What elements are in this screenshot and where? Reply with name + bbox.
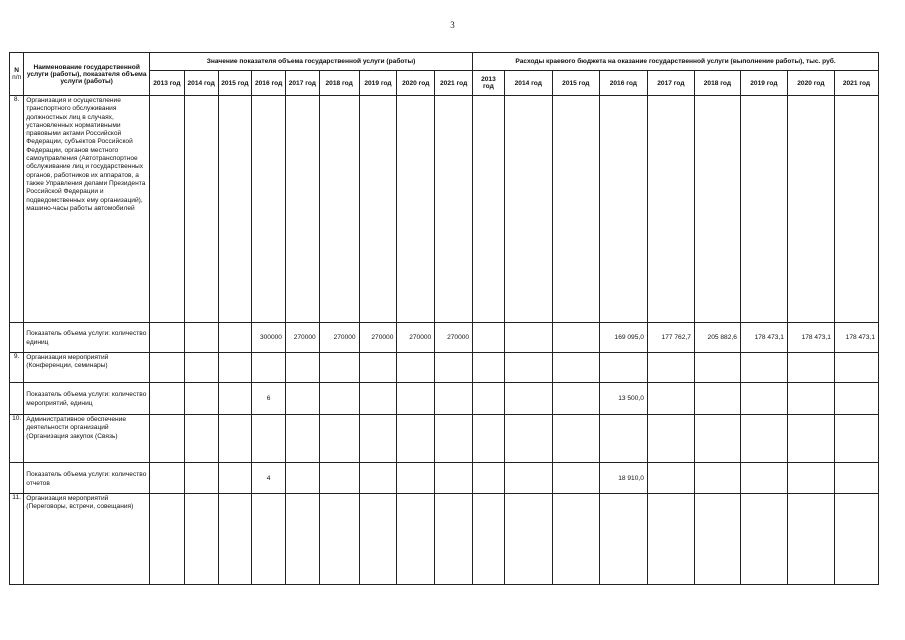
volume-cell — [285, 383, 319, 415]
volume-cell — [184, 415, 218, 463]
expense-year-header: 2018 год — [694, 71, 740, 96]
volume-cell — [285, 96, 319, 323]
expense-cell: 13 500,0 — [599, 383, 647, 415]
expense-cell — [694, 463, 740, 494]
table-header — [10, 53, 879, 96]
expense-cell — [740, 415, 787, 463]
row-number — [10, 383, 24, 415]
volume-cell — [150, 96, 185, 323]
expense-cell — [647, 463, 694, 494]
volume-cell — [285, 353, 319, 383]
expense-cell — [552, 323, 599, 353]
expense-cell: 205 882,6 — [694, 323, 740, 353]
volume-cell — [184, 463, 218, 494]
volume-cell — [397, 415, 435, 463]
volume-cell — [435, 463, 473, 494]
volume-cell: 270000 — [359, 323, 397, 353]
expense-cell — [694, 383, 740, 415]
expense-cell — [504, 323, 552, 353]
volume-cell — [397, 353, 435, 383]
expense-cell — [473, 494, 505, 585]
expense-year-header: 2014 год — [504, 71, 552, 96]
expense-cell — [504, 494, 552, 585]
expense-year-header: 2019 год — [740, 71, 787, 96]
volume-cell — [285, 494, 319, 585]
budget-table — [9, 52, 879, 585]
expense-cell — [694, 96, 740, 323]
volume-cell — [184, 494, 218, 585]
expense-cell — [504, 353, 552, 383]
expense-year-header: 2017 год — [647, 71, 694, 96]
n-header — [10, 53, 24, 96]
volume-year-header: 2018 год — [319, 71, 359, 96]
volume-cell — [435, 383, 473, 415]
expense-cell — [694, 494, 740, 585]
volume-cell — [184, 353, 218, 383]
expense-cell — [647, 415, 694, 463]
volume-cell — [218, 323, 252, 353]
volume-year-header: 2016 год — [252, 71, 286, 96]
volume-cell — [150, 323, 185, 353]
expense-cell — [647, 494, 694, 585]
expense-cell — [473, 323, 505, 353]
volume-cell — [184, 323, 218, 353]
volume-cell — [218, 415, 252, 463]
row-number — [10, 463, 24, 494]
expense-cell — [473, 383, 505, 415]
service-name: Организация мероприятий (Конференции, семинары) — [24, 353, 150, 383]
expense-cell — [787, 415, 834, 463]
expense-cell — [473, 463, 505, 494]
volume-cell — [319, 415, 359, 463]
service-name: Административное обеспечение деятельности организаций (Организация закупок (Связь) — [24, 415, 150, 463]
volume-year-header: 2015 год — [218, 71, 252, 96]
expense-cell: 178 473,1 — [787, 323, 834, 353]
expense-cell: 169 095,0 — [599, 323, 647, 353]
table-row — [10, 353, 879, 383]
row-number: 10. — [10, 415, 24, 463]
volume-year-header: 2017 год — [285, 71, 319, 96]
expense-cell — [473, 353, 505, 383]
expense-year-header: 2013 год — [473, 71, 505, 96]
volume-cell — [150, 353, 185, 383]
expense-year-header: 2021 год — [834, 71, 878, 96]
expense-cell — [647, 353, 694, 383]
volume-cell — [397, 494, 435, 585]
expense-cell — [834, 463, 878, 494]
volume-cell — [397, 463, 435, 494]
row-number: 8. — [10, 96, 24, 323]
volume-year-header: 2019 год — [359, 71, 397, 96]
volume-cell — [435, 415, 473, 463]
expense-cell — [473, 96, 505, 323]
volume-cell — [319, 96, 359, 323]
table-row — [10, 323, 879, 353]
row-number — [10, 323, 24, 353]
expense-cell — [552, 96, 599, 323]
volume-cell — [319, 463, 359, 494]
volume-cell: 270000 — [319, 323, 359, 353]
volume-cell: 300000 — [252, 323, 286, 353]
volume-cell — [319, 353, 359, 383]
expense-cell — [787, 494, 834, 585]
expense-cell — [787, 383, 834, 415]
expense-cell — [504, 383, 552, 415]
expense-cell — [694, 353, 740, 383]
volume-cell — [359, 353, 397, 383]
expense-cell — [740, 463, 787, 494]
service-name: Организация и осуществление транспортного обслуживания должностных лиц в случаях, установленных нормативными правовыми актами Российской Федерации, субъектов Российской Федерации, органов местного самоуправления (Автотранспортное обслуживание лиц и государственных органов, работников их аппаратов, а также Управления делами Президента Российской Федерации и подведомственных ему организаций), машино-часы работы автомобилей — [24, 96, 150, 323]
expense-cell — [834, 353, 878, 383]
volume-cell — [319, 494, 359, 585]
expense-cell — [787, 96, 834, 323]
expense-cell — [647, 383, 694, 415]
indicator-name: Показатель объема услуги: количество отчетов — [24, 463, 150, 494]
table-row — [10, 463, 879, 494]
expense-group-header: Расходы краевого бюджета на оказание государственной услуги (выполнение работы), тыс. руб. — [473, 53, 879, 71]
volume-cell: 4 — [252, 463, 286, 494]
expense-cell — [599, 353, 647, 383]
volume-cell — [435, 96, 473, 323]
expense-cell — [834, 383, 878, 415]
expense-cell — [599, 96, 647, 323]
expense-cell — [740, 96, 787, 323]
expense-cell — [740, 494, 787, 585]
expense-cell — [552, 353, 599, 383]
n-sub-label: п/п — [12, 74, 22, 81]
volume-cell — [285, 415, 319, 463]
expense-cell — [834, 415, 878, 463]
volume-cell — [150, 463, 185, 494]
name-header: Наименование государственной услуги (работы), показателя объема услуги (работы) — [24, 53, 150, 96]
expense-cell — [599, 415, 647, 463]
volume-year-header: 2013 год — [150, 71, 185, 96]
indicator-name: Показатель объема услуги: количество мероприятий, единиц — [24, 383, 150, 415]
volume-cell — [218, 353, 252, 383]
volume-cell: 270000 — [435, 323, 473, 353]
expense-cell: 178 473,1 — [834, 323, 878, 353]
expense-cell — [647, 96, 694, 323]
volume-cell — [435, 494, 473, 585]
indicator-name: Показатель объема услуги: количество единиц — [24, 323, 150, 353]
volume-year-header: 2021 год — [435, 71, 473, 96]
page-number: 3 — [450, 20, 455, 30]
expense-cell — [504, 96, 552, 323]
expense-cell — [552, 415, 599, 463]
table-row — [10, 415, 879, 463]
expense-cell — [834, 96, 878, 323]
volume-cell — [359, 463, 397, 494]
table-row — [10, 96, 879, 323]
volume-cell — [218, 494, 252, 585]
table-body — [10, 96, 879, 585]
volume-cell — [359, 96, 397, 323]
volume-cell — [397, 96, 435, 323]
volume-cell — [184, 96, 218, 323]
volume-cell — [252, 494, 286, 585]
volume-cell: 270000 — [285, 323, 319, 353]
service-name: Организация мероприятий (Переговоры, встречи, совещания) — [24, 494, 150, 585]
expense-cell — [694, 415, 740, 463]
volume-group-header: Значение показателя объема государственной услуги (работы) — [150, 53, 473, 71]
volume-cell — [359, 383, 397, 415]
expense-cell — [599, 494, 647, 585]
volume-cell — [359, 494, 397, 585]
n-label: N — [14, 67, 20, 74]
expense-cell — [504, 463, 552, 494]
volume-cell — [218, 383, 252, 415]
expense-cell — [504, 415, 552, 463]
volume-cell — [252, 353, 286, 383]
expense-cell — [787, 353, 834, 383]
expense-year-header: 2015 год — [552, 71, 599, 96]
volume-cell — [285, 463, 319, 494]
volume-cell — [184, 383, 218, 415]
table-row — [10, 494, 879, 585]
volume-cell — [150, 383, 185, 415]
expense-cell — [552, 463, 599, 494]
volume-cell — [435, 353, 473, 383]
volume-cell: 270000 — [397, 323, 435, 353]
expense-cell: 177 762,7 — [647, 323, 694, 353]
expense-cell — [787, 463, 834, 494]
expense-cell — [552, 383, 599, 415]
expense-cell — [740, 383, 787, 415]
expense-cell — [552, 494, 599, 585]
expense-year-header: 2016 год — [599, 71, 647, 96]
volume-cell — [218, 96, 252, 323]
expense-cell — [834, 494, 878, 585]
expense-cell: 178 473,1 — [740, 323, 787, 353]
volume-cell — [252, 96, 286, 323]
volume-cell — [252, 415, 286, 463]
volume-cell — [397, 383, 435, 415]
expense-year-header: 2020 год — [787, 71, 834, 96]
volume-cell: 6 — [252, 383, 286, 415]
volume-cell — [319, 383, 359, 415]
volume-year-header: 2020 год — [397, 71, 435, 96]
expense-cell: 18 910,0 — [599, 463, 647, 494]
volume-year-header: 2014 год — [184, 71, 218, 96]
expense-cell — [473, 415, 505, 463]
row-number: 11. — [10, 494, 24, 585]
volume-cell — [359, 415, 397, 463]
expense-cell — [740, 353, 787, 383]
volume-cell — [150, 415, 185, 463]
volume-cell — [218, 463, 252, 494]
table-row — [10, 383, 879, 415]
row-number: 9. — [10, 353, 24, 383]
volume-cell — [150, 494, 185, 585]
